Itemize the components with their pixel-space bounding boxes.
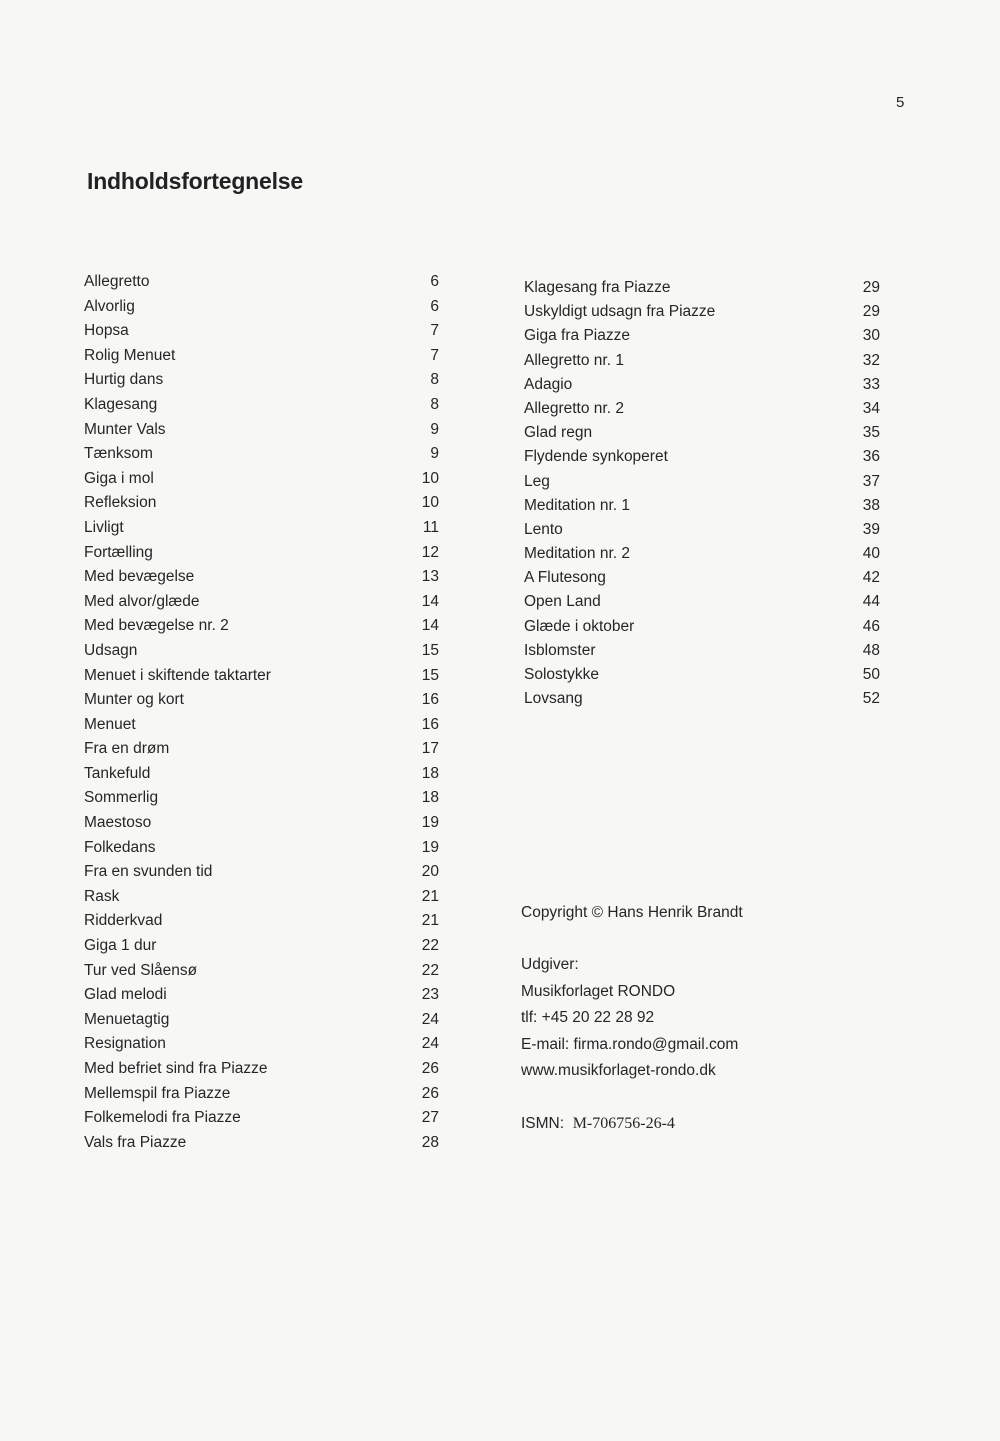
toc-entry-title: Rolig Menuet	[84, 346, 176, 364]
toc-entry	[84, 836, 439, 861]
toc-entry-title: Uskyldigt udsagn fra Piazze	[524, 303, 716, 321]
toc-entry-title: Open Land	[524, 593, 601, 611]
toc-entry-page: 42	[862, 569, 880, 587]
publisher-block	[521, 952, 738, 1085]
toc-entry-page: 21	[421, 912, 439, 930]
toc-entry	[84, 1057, 439, 1082]
toc-entry-page: 8	[430, 371, 439, 389]
toc-entry	[84, 368, 439, 393]
toc-entry	[84, 565, 439, 590]
toc-entry-page: 26	[421, 1084, 439, 1102]
toc-entry	[84, 1032, 439, 1057]
toc-entry-title: Alvorlig	[84, 297, 135, 315]
publisher-email: E-mail: firma.rondo@gmail.com	[521, 1035, 739, 1053]
page-title: Indholdsfortegnelse	[87, 168, 303, 194]
toc-entry-title: Menuet i skiftende taktarter	[84, 666, 271, 684]
toc-entry-title: Refleksion	[84, 494, 157, 512]
toc-entry	[84, 983, 439, 1008]
toc-entry-page: 15	[421, 641, 439, 659]
toc-entry	[524, 300, 880, 324]
toc-entry	[84, 786, 439, 811]
toc-entry-page: 36	[862, 448, 880, 466]
toc-entry	[84, 393, 439, 418]
toc-entry-page: 39	[862, 520, 880, 538]
toc-entry-title: Allegretto	[84, 273, 150, 290]
toc-entry	[84, 418, 439, 443]
toc-entry-title: Klagesang fra Piazze	[524, 279, 671, 296]
toc-entry	[524, 421, 880, 445]
toc-entry-title: Sommerlig	[84, 789, 159, 807]
toc-entry-page: 9	[430, 445, 439, 463]
toc-entry	[84, 688, 439, 713]
toc-entry-title: Munter og kort	[84, 691, 184, 709]
toc-entry-title: Med bevægelse	[84, 568, 195, 586]
toc-entry	[84, 860, 439, 885]
toc-entry	[84, 516, 439, 541]
toc-entry-title: Med befriet sind fra Piazze	[84, 1060, 268, 1077]
toc-entry-title: Meditation nr. 1	[524, 496, 630, 514]
toc-entry	[84, 1131, 439, 1156]
toc-entry-title: Tur ved Slåensø	[84, 961, 198, 979]
toc-entry	[524, 663, 880, 687]
toc-entry-page: 22	[421, 937, 439, 955]
toc-entry-title: Allegretto nr. 2	[524, 399, 624, 417]
toc-entry-page: 12	[421, 543, 439, 561]
toc-entry-title: Folkemelodi fra Piazze	[84, 1109, 241, 1127]
toc-entry	[524, 542, 880, 566]
publisher-name: Musikforlaget RONDO	[521, 982, 676, 1000]
toc-entry-title: Giga 1 dur	[84, 937, 157, 955]
toc-entry	[84, 1082, 439, 1107]
toc-entry	[84, 467, 439, 492]
toc-entry	[84, 639, 439, 664]
toc-entry	[84, 762, 439, 787]
toc-entry	[84, 319, 439, 344]
publisher-phone: tlf: +45 20 22 28 92	[521, 1009, 655, 1026]
toc-entry-page: 7	[430, 322, 439, 340]
toc-entry-title: Lento	[524, 520, 563, 538]
toc-entry-page: 24	[421, 1035, 439, 1053]
toc-entry	[524, 324, 880, 348]
toc-entry-title: Solostykke	[524, 666, 599, 683]
toc-entry-title: Resignation	[84, 1035, 166, 1053]
toc-entry-title: Rask	[84, 887, 120, 905]
toc-entry	[84, 713, 439, 738]
toc-entry-page: 16	[421, 691, 439, 709]
toc-entry-title: Klagesang	[84, 395, 158, 413]
toc-column-right	[524, 276, 880, 711]
ismn-line	[521, 1111, 675, 1138]
toc-entry-page: 22	[421, 961, 439, 979]
toc-entry-page: 40	[862, 545, 880, 563]
toc-entry-title: Med alvor/glæde	[84, 592, 200, 610]
toc-entry-title: Lovsang	[524, 690, 583, 708]
toc-entry	[524, 590, 880, 614]
toc-entry-page: 29	[862, 279, 880, 296]
toc-entry	[84, 1106, 439, 1131]
toc-entry-page: 8	[430, 395, 439, 413]
publisher-website: www.musikforlaget-rondo.dk	[521, 1062, 716, 1079]
toc-entry-page: 18	[421, 764, 439, 782]
toc-entry	[524, 494, 880, 518]
toc-entry-title: Munter Vals	[84, 420, 166, 438]
toc-entry-page: 10	[421, 494, 439, 512]
toc-entry-title: Giga i mol	[84, 469, 154, 487]
toc-entry-title: Glad melodi	[84, 986, 167, 1004]
toc-entry-title: Ridderkvad	[84, 912, 163, 930]
toc-entry-page: 17	[421, 740, 439, 758]
toc-entry-title: Med bevægelse nr. 2	[84, 617, 229, 635]
toc-entry-page: 10	[421, 469, 439, 487]
toc-entry-title: Meditation nr. 2	[524, 545, 630, 563]
toc-entry-title: Udsagn	[84, 641, 138, 659]
ismn-label: ISMN:	[521, 1115, 565, 1132]
toc-entry	[84, 344, 439, 369]
toc-entry-page: 9	[430, 420, 439, 438]
toc-entry-page: 28	[421, 1133, 439, 1151]
toc-entry	[84, 737, 439, 762]
toc-entry	[524, 639, 880, 663]
toc-entry-title: Menuet	[84, 715, 136, 733]
publisher-label: Udgiver:	[521, 956, 579, 973]
toc-entry-title: A Flutesong	[524, 569, 606, 587]
toc-entry-page: 26	[421, 1060, 439, 1077]
toc-entry-title: Glæde i oktober	[524, 617, 635, 635]
page-number: 5	[896, 94, 905, 111]
toc-entry	[84, 885, 439, 910]
toc-entry-title: Allegretto nr. 1	[524, 351, 624, 369]
ismn-value: M-706756-26-4	[572, 1115, 675, 1132]
toc-entry-page: 20	[421, 863, 439, 881]
toc-entry	[524, 349, 880, 373]
toc-entry-title: Fra en drøm	[84, 740, 170, 758]
toc-entry	[84, 614, 439, 639]
toc-entry-page: 38	[862, 496, 880, 514]
toc-entry-page: 27	[421, 1109, 439, 1127]
toc-entry-page: 34	[862, 399, 880, 417]
toc-entry	[524, 373, 880, 397]
toc-entry-title: Adagio	[524, 375, 573, 393]
toc-entry-title: Fortælling	[84, 543, 153, 561]
toc-entry-page: 14	[421, 592, 439, 610]
toc-entry-page: 13	[421, 568, 439, 586]
toc-entry-page: 6	[430, 273, 439, 290]
toc-entry-title: Hopsa	[84, 322, 129, 340]
toc-entry-title: Hurtig dans	[84, 371, 164, 389]
toc-entry-title: Vals fra Piazze	[84, 1133, 187, 1151]
toc-entry-page: 19	[421, 814, 439, 832]
toc-entry-page: 11	[422, 518, 439, 536]
toc-entry	[524, 687, 880, 711]
toc-entry	[84, 541, 439, 566]
toc-entry-page: 48	[862, 641, 880, 659]
toc-entry-title: Maestoso	[84, 814, 152, 832]
toc-entry-page: 35	[862, 424, 880, 442]
toc-entry-title: Livligt	[84, 518, 124, 536]
toc-entry-page: 29	[862, 303, 880, 321]
toc-entry-page: 32	[862, 351, 880, 369]
toc-column-left	[84, 270, 439, 1155]
toc-entry-page: 37	[862, 472, 880, 490]
toc-entry-page: 15	[421, 666, 439, 684]
toc-entry-page: 33	[862, 375, 880, 393]
toc-entry-title: Tankefuld	[84, 764, 151, 782]
toc-entry-page: 21	[421, 887, 439, 905]
copyright-notice: Copyright © Hans Henrik Brandt	[521, 904, 743, 921]
toc-entry-page: 30	[862, 327, 880, 345]
toc-entry	[524, 445, 880, 469]
toc-entry-page: 19	[421, 838, 439, 856]
toc-entry	[84, 1008, 439, 1033]
toc-entry-page: 6	[430, 297, 439, 315]
toc-entry-page: 46	[862, 617, 880, 635]
toc-entry-page: 23	[421, 986, 439, 1004]
toc-entry	[84, 959, 439, 984]
toc-entry-title: Menuetagtig	[84, 1010, 170, 1028]
toc-entry	[84, 811, 439, 836]
toc-entry	[524, 518, 880, 542]
toc-entry	[84, 909, 439, 934]
toc-entry-title: Leg	[524, 472, 550, 490]
toc-entry-page: 7	[430, 346, 439, 364]
toc-entry-page: 18	[421, 789, 439, 807]
toc-entry-title: Folkedans	[84, 838, 156, 856]
toc-entry-page: 44	[862, 593, 880, 611]
toc-entry	[84, 934, 439, 959]
toc-entry	[524, 566, 880, 590]
toc-entry-title: Mellemspil fra Piazze	[84, 1084, 231, 1102]
toc-entry-title: Isblomster	[524, 641, 596, 659]
toc-entry	[84, 491, 439, 516]
toc-entry-title: Glad regn	[524, 424, 593, 442]
toc-entry	[84, 590, 439, 615]
toc-entry	[524, 470, 880, 494]
toc-entry	[524, 615, 880, 639]
toc-entry-title: Tænksom	[84, 445, 153, 463]
toc-entry-page: 52	[862, 690, 880, 708]
toc-entry-page: 24	[421, 1010, 439, 1028]
toc-entry-title: Giga fra Piazze	[524, 327, 630, 345]
toc-entry	[524, 397, 880, 421]
toc-entry-title: Fra en svunden tid	[84, 863, 213, 881]
toc-entry	[524, 276, 880, 300]
toc-entry	[84, 270, 439, 295]
toc-entry	[84, 295, 439, 320]
toc-entry	[84, 664, 439, 689]
toc-entry	[84, 442, 439, 467]
toc-entry-page: 16	[421, 715, 439, 733]
toc-entry-page: 14	[421, 617, 439, 635]
toc-entry-title: Flydende synkoperet	[524, 448, 668, 466]
toc-entry-page: 50	[862, 666, 880, 683]
